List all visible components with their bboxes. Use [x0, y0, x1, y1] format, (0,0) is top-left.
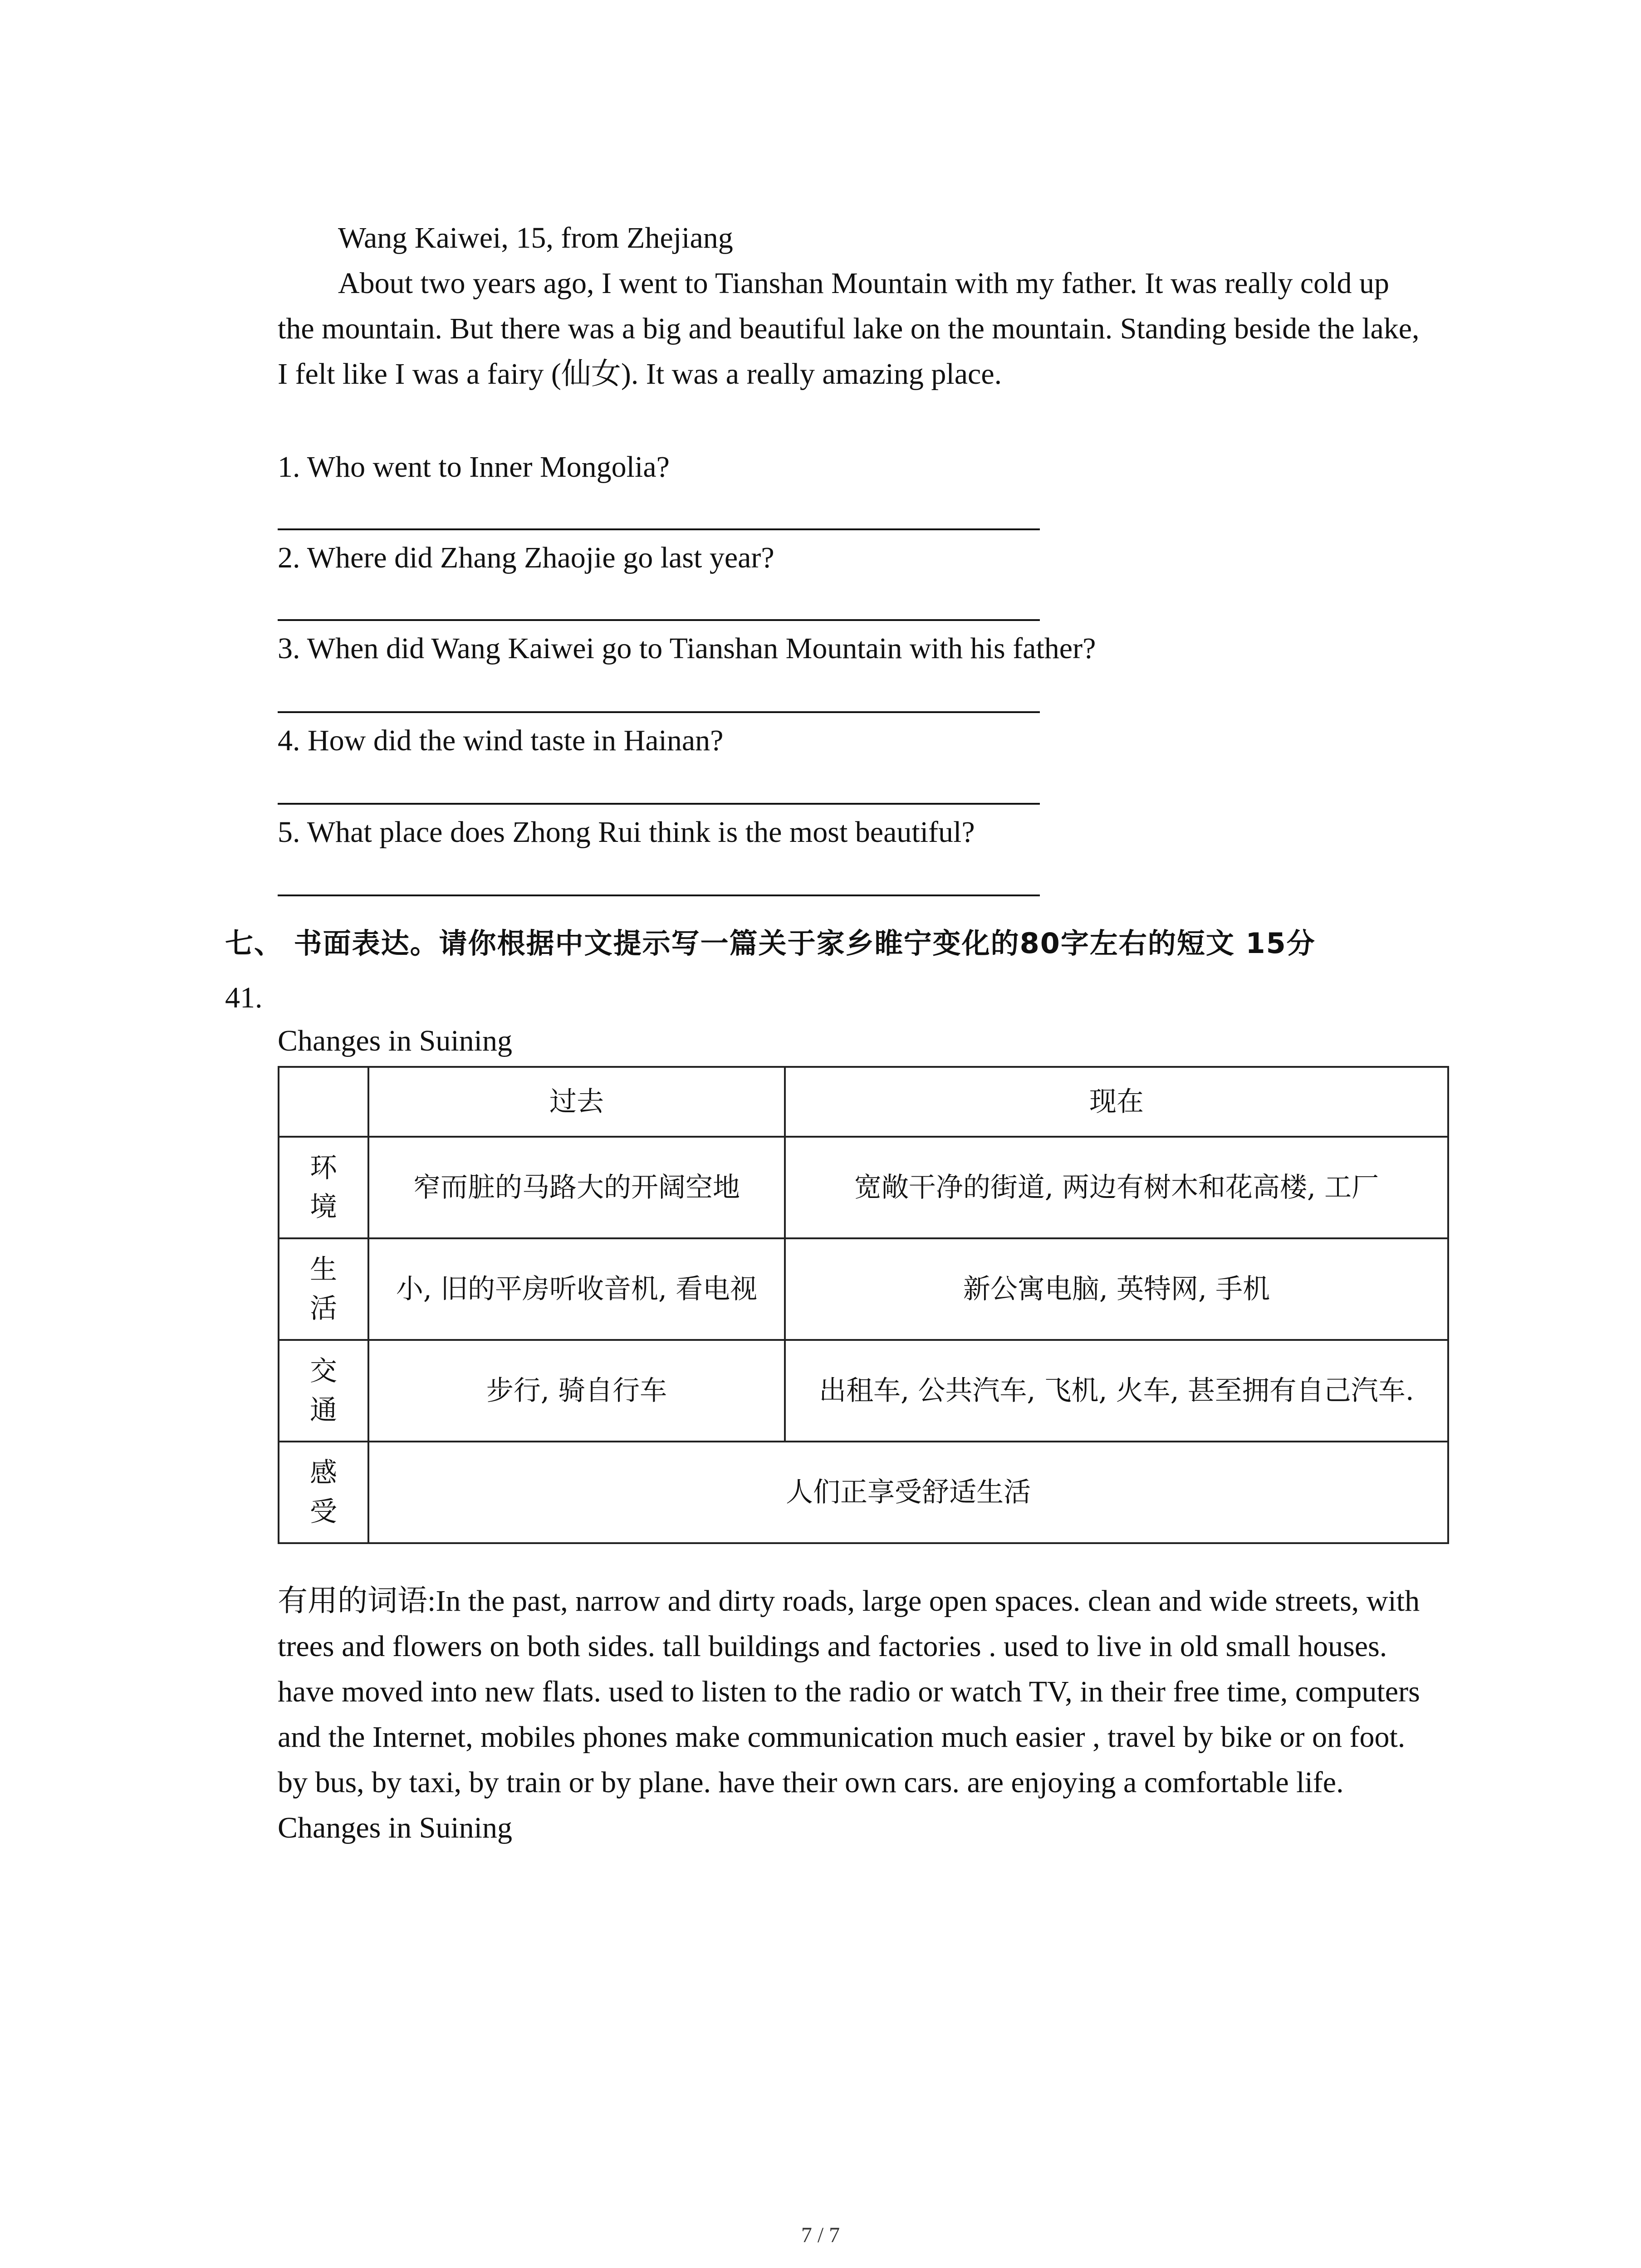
passage-line: I felt like I was a fairy (仙女). It was a really amazing place. [278, 357, 1002, 391]
passage-line: the mountain. But there was a big and beautiful lake on the mountain. Standing beside the lake, [278, 312, 1420, 345]
answer-blank-4[interactable] [278, 803, 1040, 805]
table-cell-now: 宽敞干净的街道, 两边有树木和花高楼, 工厂 [785, 1137, 1448, 1238]
table-header-cell: 过去 [368, 1067, 785, 1137]
question-1: 1. Who went to Inner Mongolia? [278, 450, 670, 484]
writing-title: Changes in Suining [278, 1024, 513, 1057]
useful-words-line: and the Internet, mobiles phones make communication much easier , travel by bike or on foot. [278, 1721, 1406, 1754]
question-5: 5. What place does Zhong Rui think is the most beautiful? [278, 816, 975, 849]
useful-words-line: trees and flowers on both sides. tall buildings and factories . used to live in old small houses. [278, 1630, 1387, 1663]
table-cell-merged: 人们正享受舒适生活 [368, 1442, 1448, 1543]
table-category-cell [279, 1137, 368, 1238]
question-number: 41. [225, 981, 263, 1014]
table-row [279, 1238, 1448, 1340]
table-cell-now: 出租车, 公共汽车, 飞机, 火车, 甚至拥有自己汽车. [785, 1340, 1448, 1442]
table-category-cell [279, 1238, 368, 1340]
category-char: 环 [310, 1152, 337, 1184]
category-char: 活 [310, 1293, 337, 1325]
table-cell-now: 新公寓电脑, 英特网, 手机 [785, 1238, 1448, 1340]
table-row [279, 1137, 1448, 1238]
table-category-cell [279, 1340, 368, 1442]
category-char: 通 [310, 1394, 337, 1426]
category-char: 受 [310, 1496, 337, 1528]
passage-line: About two years ago, I went to Tianshan Mountain with my father. It was really cold up [338, 267, 1389, 300]
passage-author-line: Wang Kaiwei, 15, from Zhejiang [338, 221, 733, 254]
useful-words-line: have moved into new flats. used to listen to the radio or watch TV, in their free time, computers [278, 1675, 1420, 1708]
table-cell-past: 窄而脏的马路大的开阔空地 [368, 1137, 785, 1238]
table-row [279, 1442, 1448, 1543]
table-cell-past: 步行, 骑自行车 [368, 1340, 785, 1442]
table-category-cell [279, 1442, 368, 1543]
table-cell-past: 小, 旧的平房听收音机, 看电视 [368, 1238, 785, 1340]
category-char: 感 [310, 1457, 337, 1489]
useful-words-line: 有用的词语:In the past, narrow and dirty roads, large open spaces. clean and wide streets, with [278, 1584, 1420, 1618]
table-header-row [279, 1067, 1448, 1137]
answer-blank-5[interactable] [278, 894, 1040, 896]
category-char: 生 [310, 1254, 337, 1286]
closing-title: Changes in Suining [278, 1811, 513, 1844]
table-header-cell: 现在 [785, 1067, 1448, 1137]
question-3: 3. When did Wang Kaiwei go to Tianshan Mountain with his father? [278, 632, 1096, 665]
page-number: 7 / 7 [801, 2223, 840, 2247]
section-heading: 七、 书面表达。请你根据中文提示写一篇关于家乡睢宁变化的80字左右的短文 15分 [225, 927, 1316, 960]
answer-blank-3[interactable] [278, 711, 1040, 713]
question-2: 2. Where did Zhang Zhaojie go last year? [278, 541, 774, 574]
useful-words-line: by bus, by taxi, by train or by plane. have their own cars. are enjoying a comfortable life. [278, 1766, 1344, 1799]
question-4: 4. How did the wind taste in Hainan? [278, 724, 724, 757]
table-row [279, 1340, 1448, 1442]
category-char: 境 [310, 1191, 337, 1223]
category-char: 交 [310, 1355, 337, 1387]
changes-table [278, 1066, 1449, 1544]
answer-blank-1[interactable] [278, 528, 1040, 530]
table-header-cell [279, 1067, 368, 1137]
answer-blank-2[interactable] [278, 619, 1040, 621]
